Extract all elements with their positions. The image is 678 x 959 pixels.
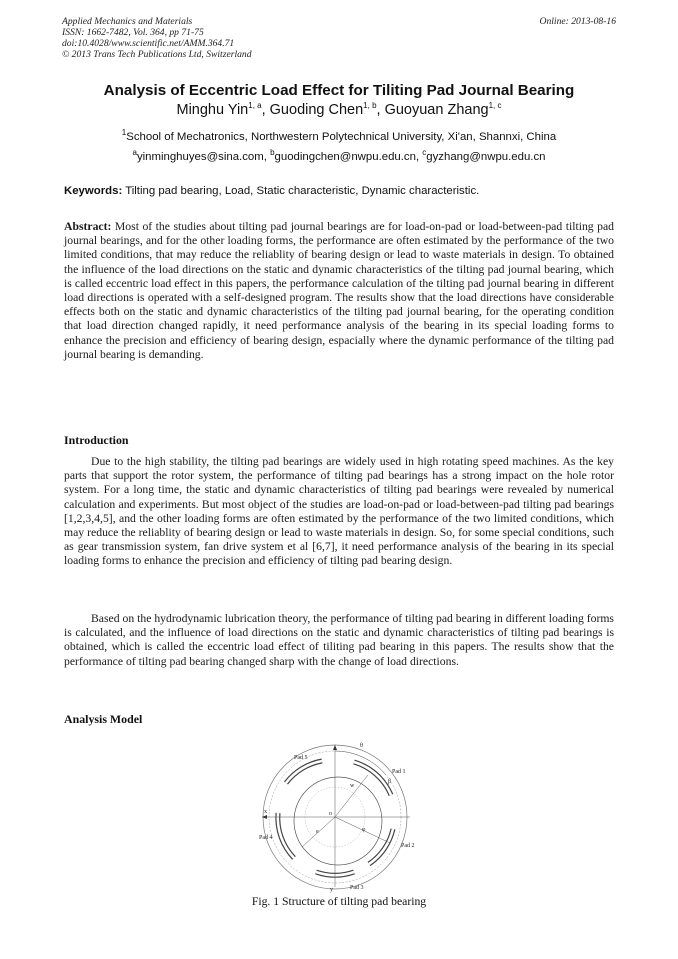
email-sup: a <box>132 148 137 158</box>
pad-3-label: Pad 3 <box>350 885 364 891</box>
introduction-paragraph-2: Based on the hydrodynamic lubrication theory, the performance of tilting pad bearing in different loading forms is calculated, and the influence of load directions on the static and dynamic characteristics of tilting pad bearings is obtained, which is called the eccentric load effect of tiliting pad bearing in this papers. The results show that the performance of tilting pad bearing changed sharp with the change of load directions. <box>64 612 614 668</box>
journal-name: Applied Mechanics and Materials <box>62 16 193 27</box>
author-list <box>0 102 678 118</box>
origin-label: o <box>329 811 332 817</box>
abstract <box>64 220 614 362</box>
author-name: Guoding Chen <box>269 102 364 118</box>
theta-label: θ <box>360 743 363 749</box>
pad-1-shape <box>354 762 391 795</box>
pad-2-label: Pad 2 <box>401 843 415 849</box>
copyright-line: © 2013 Trans Tech Publications Ltd, Switzerland <box>62 49 252 60</box>
journal-circle <box>294 777 382 865</box>
email-list <box>0 148 678 163</box>
email-sup: b <box>270 148 275 158</box>
issn-line: ISSN: 1662-7482, Vol. 364, pp 71-75 <box>62 27 204 38</box>
author-sep: , <box>261 102 270 118</box>
figure-caption: Fig. 1 Structure of tilting pad bearing <box>251 895 427 908</box>
affiliation <box>0 128 678 143</box>
doi-line: doi:10.4028/www.scientific.net/AMM.364.71 <box>62 38 235 49</box>
x-axis-label: x <box>264 809 267 815</box>
paper-title: Analysis of Eccentric Load Effect for Tiliting Pad Journal Bearing <box>103 82 575 99</box>
load-label: w <box>350 783 355 789</box>
keywords <box>64 185 479 197</box>
abstract-text: Most of the studies about tilting pad journal bearings are for load-on-pad or load-between-pad tilting pad journal bearings, and for the other loading forms, the performance are often estimated by the performance of the two limited conditions, that may reduce the reliablity of bearing design or lead to waste materials in design. To obtained the influence of the load directions on the static and dynamic characteristics of the tilting pad journal bearing, which is called eccentric load effect in this papers, the performance calculation of the tilting pad journal bearing in different load directions is operated with a self-designed program. The results show that the load directions have considerable effects both on the static and dynamic characteristics of the tilting pad journal bearing, for the operating condition that load direction changed rapidly, it need performance analysis of the bearing in its special loading forms to enhance the precision and efficiency of bearing design, espacially where the dynamic performance of the tilting pad journal bearing is demanding. <box>64 220 615 361</box>
email-sep: , <box>415 151 423 163</box>
author-sup: 1, c <box>488 101 502 111</box>
pad-4-label: Pad 4 <box>259 835 273 841</box>
eccentricity-label: e <box>316 829 319 835</box>
phi-label: φ <box>362 827 366 833</box>
introduction-heading: Introduction <box>64 433 129 447</box>
pad-1-inner <box>354 762 391 795</box>
pad-highlight-group <box>278 761 393 875</box>
author-name: Guoyuan Zhang <box>384 102 489 118</box>
introduction-paragraph-1: Due to the high stability, the tilting pad bearings are widely used in high rotating speed machines. As the key parts that support the rotor system, the performance of tilting pad bearings has a strong impact on the hole rotor system. For a long time, the static and dynamic characteristics of tilting pad bearings were revealed by numerical calculation and experiments. But most object of the studies are load-on-pad or load-between-pad tilting pad bearings [1,2,3,4,5], and the other loading forms are often estimated by the performance of the two limited conditions, which may reduce the reliablity of bearing design or lead to waste materials in design. So, for some special conditions, such as gear transmission system, fan drive system et al [6,7], it need performance analysis of the bearing in its special loading forms to enhance the precision and efficiency of tilting pad bearing design. <box>64 455 614 568</box>
pad-5-label: Pad 5 <box>294 755 308 761</box>
email-address[interactable]: gyzhang@nwpu.edu.cn <box>426 151 546 163</box>
journal-header <box>62 16 252 60</box>
pad-5-shape <box>286 761 322 783</box>
analysis-model-heading: Analysis Model <box>64 712 143 726</box>
load-line <box>335 775 368 817</box>
online-date: Online: 2013-08-16 <box>539 16 616 27</box>
author-sep: , <box>376 102 385 118</box>
pad-1-label: Pad 1 <box>392 769 406 775</box>
bearing-structure-figure <box>250 735 420 893</box>
email-address[interactable]: guodingchen@nwpu.edu.cn <box>274 151 416 163</box>
email-address[interactable]: yinminghuyes@sina.com <box>136 151 264 163</box>
beta-label: β <box>388 779 392 785</box>
author-sup: 1, b <box>363 101 377 111</box>
affiliation-text: School of Mechatronics, Northwestern Polytechnical University, Xi'an, Shannxi, China <box>126 131 557 143</box>
author-sup: 1, a <box>248 101 262 111</box>
keywords-label: Keywords: <box>64 185 123 197</box>
affiliation-sup: 1 <box>121 128 127 138</box>
email-sep: , <box>263 151 271 163</box>
email-sup: c <box>422 148 427 158</box>
abstract-label: Abstract: <box>64 220 112 233</box>
keywords-text: Tilting pad bearing, Load, Static characteristic, Dynamic characteristic. <box>125 185 480 197</box>
y-arrow-icon <box>333 745 337 750</box>
pad-2-shape <box>369 829 393 864</box>
author-name: Minghu Yin <box>176 102 249 118</box>
y-axis-label: y <box>330 887 333 893</box>
